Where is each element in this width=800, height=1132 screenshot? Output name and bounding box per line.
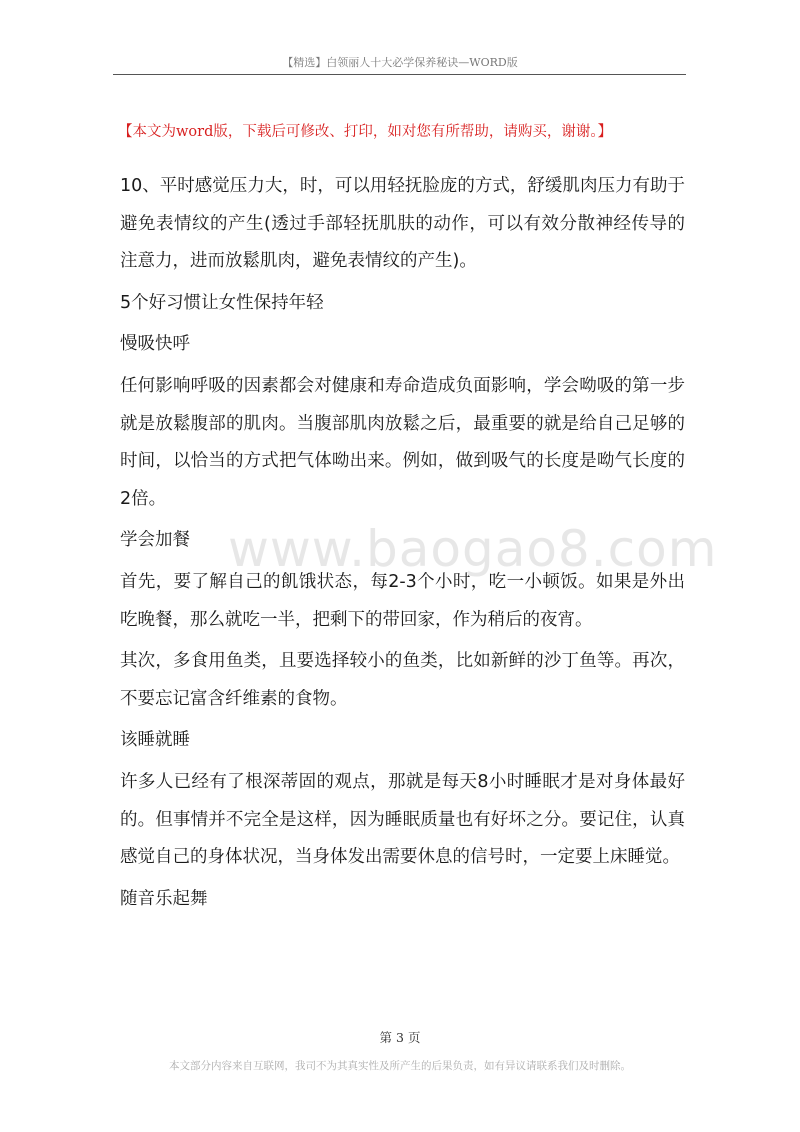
subheading: 该睡就睡 <box>120 730 190 751</box>
section-heading: 5个好习惯让女性保持年轻 <box>120 292 324 313</box>
page-number: 第 3 页 <box>379 1030 421 1045</box>
paragraph: 10、平时感觉压力大，时，可以用轻抚脸庞的方式，舒缓肌肉压力有助于避免表情纹的产生(透过手部轻抚肌肤的动作，可以有效分散神经传导的注意力，进而放鬆肌肉，避免表情纹的产生)。 <box>120 176 685 272</box>
footer-disclaimer: 本文部分内容来自互联网，我司不为其真实性及所产生的后果负责，如有异议请联系我们及时删除。 <box>169 1060 631 1072</box>
download-notice: 【本文为word版，下载后可修改、打印，如对您有所帮助，请购买，谢谢。】 <box>118 124 613 140</box>
paragraph: 其次，多食用鱼类，且要选择较小的鱼类，比如新鲜的沙丁鱼等。再次，不要忘记富含纤维素的食物。 <box>120 651 685 709</box>
subheading: 随音乐起舞 <box>120 888 208 909</box>
subheading: 学会加餐 <box>120 530 190 551</box>
subheading: 慢吸快呼 <box>120 334 190 355</box>
header-divider <box>113 74 686 75</box>
watermark: www.baogao8.com <box>228 520 718 578</box>
page-header-title: 【精选】白领丽人十大必学保养秘诀—WORD版 <box>282 56 518 69</box>
document-body <box>120 168 685 922</box>
paragraph: 首先，要了解自己的飢饿状态，每2-3个小时，吃一小顿饭。如果是外出吃晚餐，那么就吃一半，把剩下的带回家，作为稍后的夜宵。 <box>120 571 685 630</box>
paragraph: 许多人已经有了根深蒂固的观点，那就是每天8小时睡眠才是对身体最好的。但事情并不完全是这样，因为睡眠质量也有好坏之分。要记住，认真感觉自己的身体状况，当身体发出需要休息的信号时，一定要上床睡觉。 <box>120 771 685 868</box>
paragraph: 任何影响呼吸的因素都会对健康和寿命造成负面影响，学会呦吸的第一步就是放鬆腹部的肌肉。当腹部肌肉放鬆之后，最重要的就是给自己足够的时间，以恰当的方式把气体呦出来。例如，做到吸气的长度是呦气长度的2倍。 <box>120 375 685 509</box>
